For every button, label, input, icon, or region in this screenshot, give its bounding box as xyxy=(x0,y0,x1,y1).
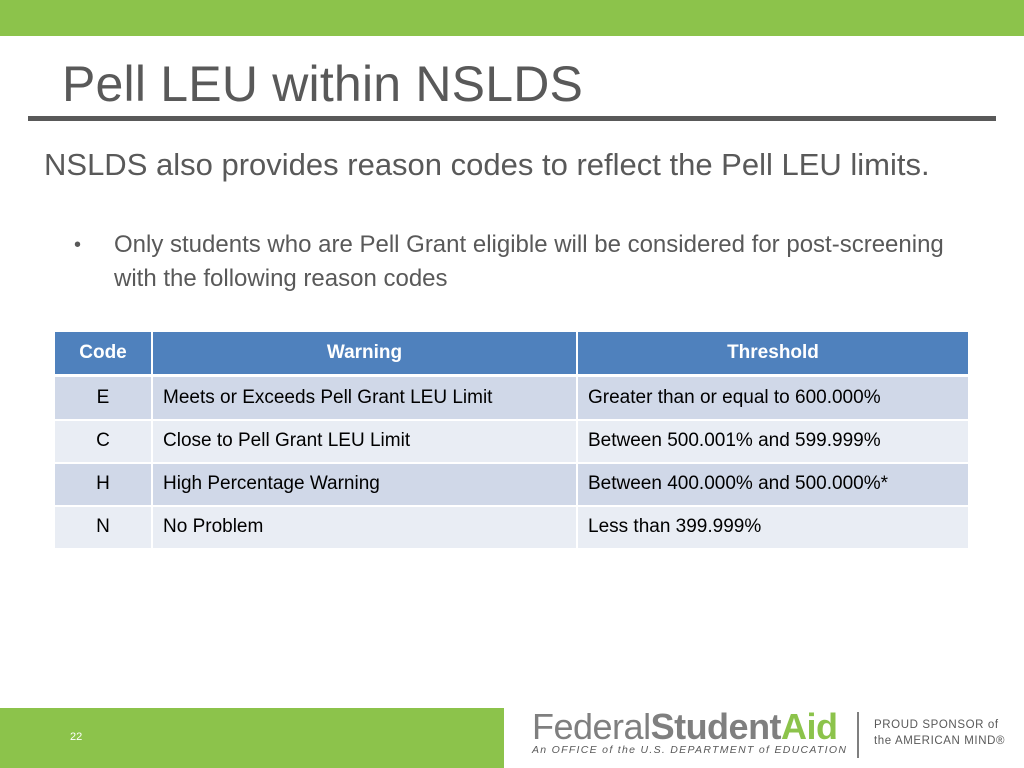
header-code: Code xyxy=(55,332,152,376)
warning-cell: Meets or Exceeds Pell Grant LEU Limit xyxy=(152,376,577,420)
top-accent-bar xyxy=(0,0,1024,36)
table-row xyxy=(55,506,969,549)
intro-text: NSLDS also provides reason codes to reflect the Pell LEU limits. xyxy=(44,147,930,182)
code-cell: N xyxy=(55,506,152,549)
logo-student-text: Student xyxy=(650,706,782,747)
title-divider xyxy=(28,116,996,121)
warning-cell: Close to Pell Grant LEU Limit xyxy=(152,420,577,463)
table-header-row xyxy=(55,332,969,376)
threshold-cell: Between 400.000% and 500.000%* xyxy=(577,463,969,506)
header-threshold: Threshold xyxy=(577,332,969,376)
threshold-cell: Greater than or equal to 600.000% xyxy=(577,376,969,420)
bullet-item xyxy=(74,228,974,296)
reason-codes-table xyxy=(55,332,970,550)
code-cell: E xyxy=(55,376,152,420)
sponsor-line-2: the AMERICAN MIND® xyxy=(874,735,1006,747)
logo-tagline: An OFFICE of the U.S. DEPARTMENT of EDUCATION xyxy=(532,744,848,756)
page-number: 22 xyxy=(70,731,83,743)
table-row xyxy=(55,376,969,420)
bullet-icon: • xyxy=(74,234,82,256)
slide-title: Pell LEU within NSLDS xyxy=(62,56,584,112)
code-cell: C xyxy=(55,420,152,463)
logo-divider xyxy=(857,712,859,758)
logo-aid-text: Aid xyxy=(781,706,838,747)
sponsor-line-1: PROUD SPONSOR of xyxy=(874,719,999,731)
table-row xyxy=(55,420,969,463)
table-row xyxy=(55,463,969,506)
threshold-cell: Between 500.001% and 599.999% xyxy=(577,420,969,463)
code-cell: H xyxy=(55,463,152,506)
federal-student-aid-logo xyxy=(532,706,848,756)
warning-cell: High Percentage Warning xyxy=(152,463,577,506)
warning-cell: No Problem xyxy=(152,506,577,549)
logo-federal-text: Federal xyxy=(532,706,651,747)
header-warning: Warning xyxy=(152,332,577,376)
bullet-text: Only students who are Pell Grant eligible will be considered for post-screening with the following reason codes xyxy=(114,231,944,292)
threshold-cell: Less than 399.999% xyxy=(577,506,969,549)
